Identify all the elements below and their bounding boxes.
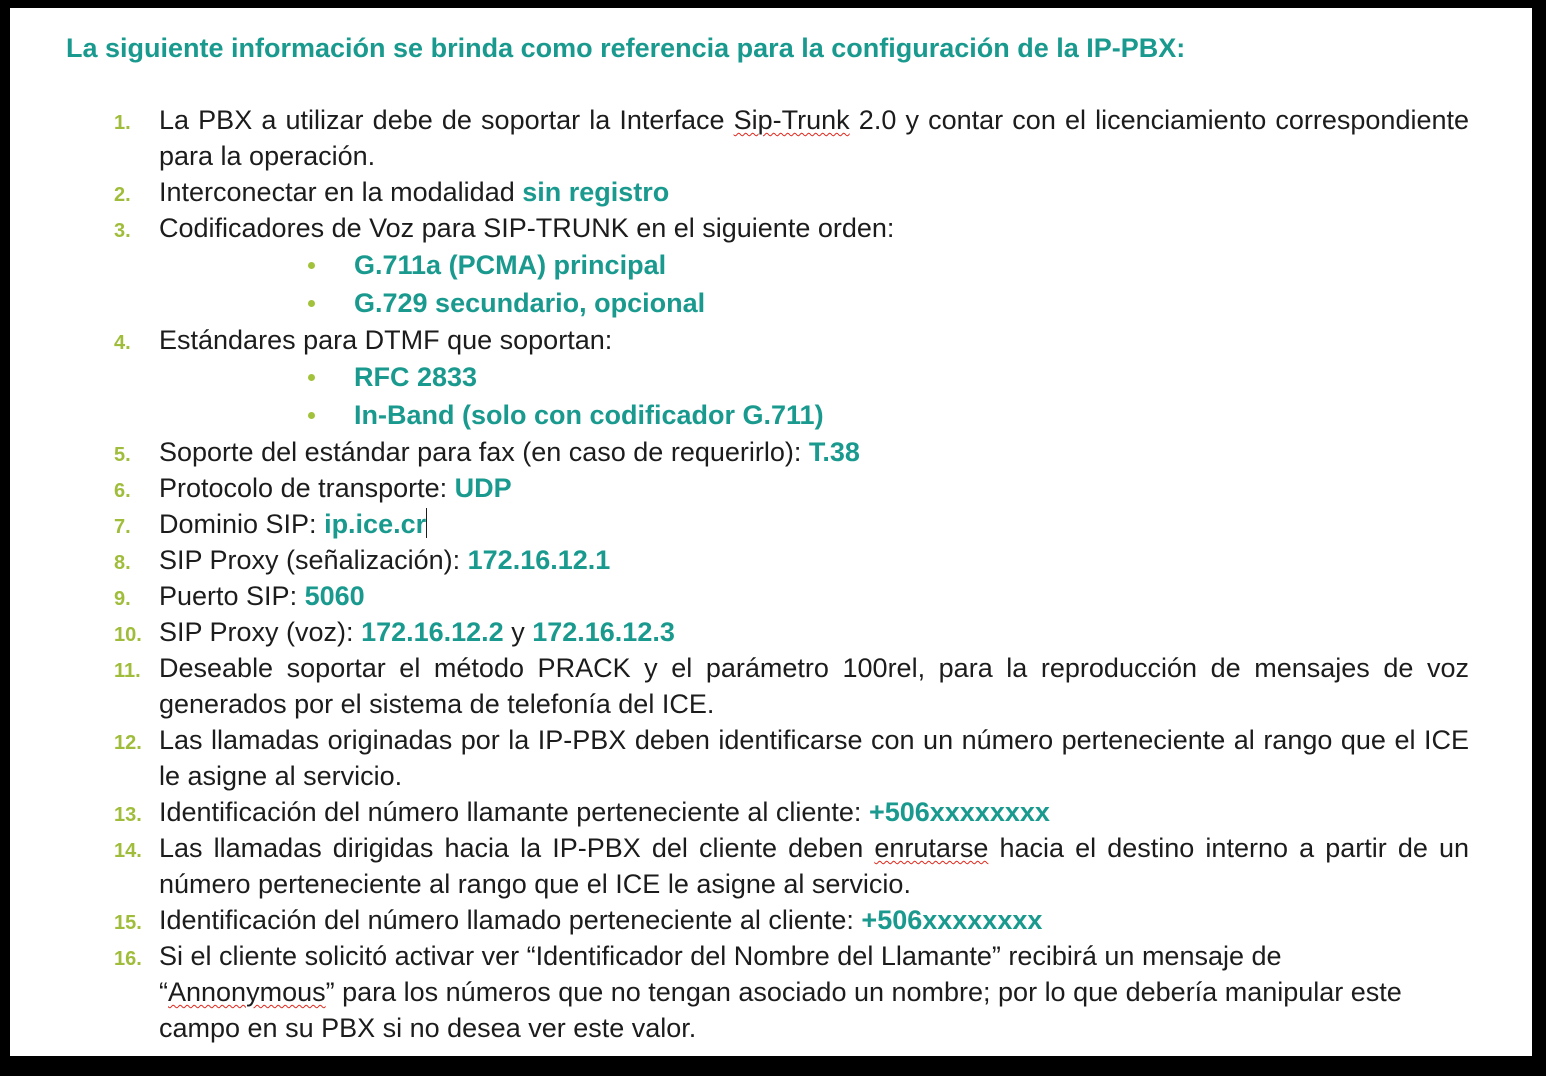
spellcheck-word: enrutarse [874, 833, 989, 863]
item-text: hacia el destino interno a partir de un número perteneciente al rango que el ICE le asigne al servicio. [159, 833, 1469, 899]
item-text: La PBX a utilizar debe de soportar la Interface [159, 105, 734, 135]
item-value: 5060 [304, 581, 365, 611]
bullet-text: RFC 2833 [354, 362, 478, 392]
list-item-7 [106, 506, 1469, 542]
spellcheck-word: Annonymous [168, 977, 326, 1007]
item-number: 6. [114, 480, 131, 502]
item-number: 16. [114, 948, 142, 970]
sub-bullet-item [344, 396, 1469, 434]
bullet-text: In-Band (solo con codificador G.711) [354, 400, 824, 430]
text-cursor [426, 508, 427, 538]
list-item-10 [106, 614, 1469, 650]
config-list [106, 102, 1469, 1046]
item-text: Codificadores de Voz para SIP-TRUNK en el siguiente orden: [159, 213, 895, 243]
sub-bullet-item [344, 284, 1469, 322]
item-value: ip.ice.cr [324, 509, 427, 539]
list-item-13 [106, 794, 1469, 830]
item-value: sin registro [522, 177, 670, 207]
item-value: +506xxxxxxxx [861, 905, 1043, 935]
item-text: Interconectar en la modalidad [159, 177, 523, 207]
item-text: Identificación del número llamado perteneciente al cliente: [159, 905, 862, 935]
list-item-3 [106, 210, 1469, 246]
item-text: SIP Proxy (señalización): [159, 545, 468, 575]
list-item-1 [106, 102, 1469, 174]
bullet-icon [308, 262, 315, 269]
bullet-icon [308, 300, 315, 307]
item-number: 1. [114, 112, 131, 134]
item-value: 172.16.12.1 [467, 545, 611, 575]
bullet-icon [308, 412, 315, 419]
item-number: 9. [114, 588, 131, 610]
item-text: “ [159, 977, 168, 1007]
spellcheck-word: Sip-Trunk [733, 105, 850, 135]
sub-bullet-item [344, 246, 1469, 284]
bullet-text: G.711a (PCMA) principal [354, 250, 667, 280]
document-heading: La siguiente información se brinda como referencia para la configuración de la IP-PBX: [66, 33, 1186, 63]
list-item-4 [106, 322, 1469, 358]
item-text: Puerto SIP: [159, 581, 305, 611]
item-text: 2.0 y contar con el licenciamiento correspondiente para la operación. [159, 105, 1470, 171]
item-value: +506xxxxxxxx [868, 797, 1050, 827]
bullet-icon [308, 374, 315, 381]
item-number: 8. [114, 552, 131, 574]
item-text: Si el cliente solicitó activar ver “Identificador del Nombre del Llamante” recibirá un mensaje de [159, 941, 1282, 971]
item-number: 4. [114, 332, 131, 354]
list-item-5 [106, 434, 1469, 470]
item-number: 13. [114, 804, 142, 826]
item-number: 14. [114, 840, 142, 862]
item-text: Las llamadas originadas por la IP-PBX deben identificarse con un número perteneciente al rango que el ICE le asigne al servicio. [159, 725, 1469, 791]
item-number: 7. [114, 516, 131, 538]
item-text: SIP Proxy (voz): [159, 617, 362, 647]
item-text: ” para los números que no tengan asociado un nombre; por lo que debería manipular este campo en su PBX si no desea ver este valor. [159, 977, 1402, 1043]
item-text: Estándares para DTMF que soportan: [159, 325, 613, 355]
item-text: Deseable soportar el método PRACK y el parámetro 100rel, para la reproducción de mensajes de voz generados por el sistema de telefonía del ICE. [159, 653, 1469, 719]
document-page [10, 8, 1532, 1056]
list-item-12 [106, 722, 1469, 794]
sub-bullet-item [344, 358, 1469, 396]
item-text: Las llamadas dirigidas hacia la IP-PBX del cliente deben [159, 833, 875, 863]
list-item-2 [106, 174, 1469, 210]
item-text: Identificación del número llamante perteneciente al cliente: [159, 797, 869, 827]
item-number: 15. [114, 912, 142, 934]
item-number: 10. [114, 624, 142, 646]
item-text: Dominio SIP: [159, 509, 325, 539]
item-number: 11. [114, 660, 141, 682]
list-item-15 [106, 902, 1469, 938]
item-number: 5. [114, 444, 131, 466]
item-number: 2. [114, 184, 131, 206]
item-number: 3. [114, 220, 131, 242]
bullet-text: G.729 secundario, opcional [354, 288, 706, 318]
item-text: Protocolo de transporte: [159, 473, 455, 503]
item-text: y [503, 617, 533, 647]
item-text: Soporte del estándar para fax (en caso de requerirlo): [159, 437, 809, 467]
list-item-9 [106, 578, 1469, 614]
item-value: UDP [454, 473, 512, 503]
item-value: T.38 [808, 437, 860, 467]
list-item-16 [106, 938, 1469, 1046]
list-item-11 [106, 650, 1469, 722]
item-number: 12. [114, 732, 142, 754]
item-value: 172.16.12.2 [361, 617, 504, 647]
list-item-14 [106, 830, 1469, 902]
list-item-6 [106, 470, 1469, 506]
item-value: 172.16.12.3 [532, 617, 675, 647]
list-item-8 [106, 542, 1469, 578]
